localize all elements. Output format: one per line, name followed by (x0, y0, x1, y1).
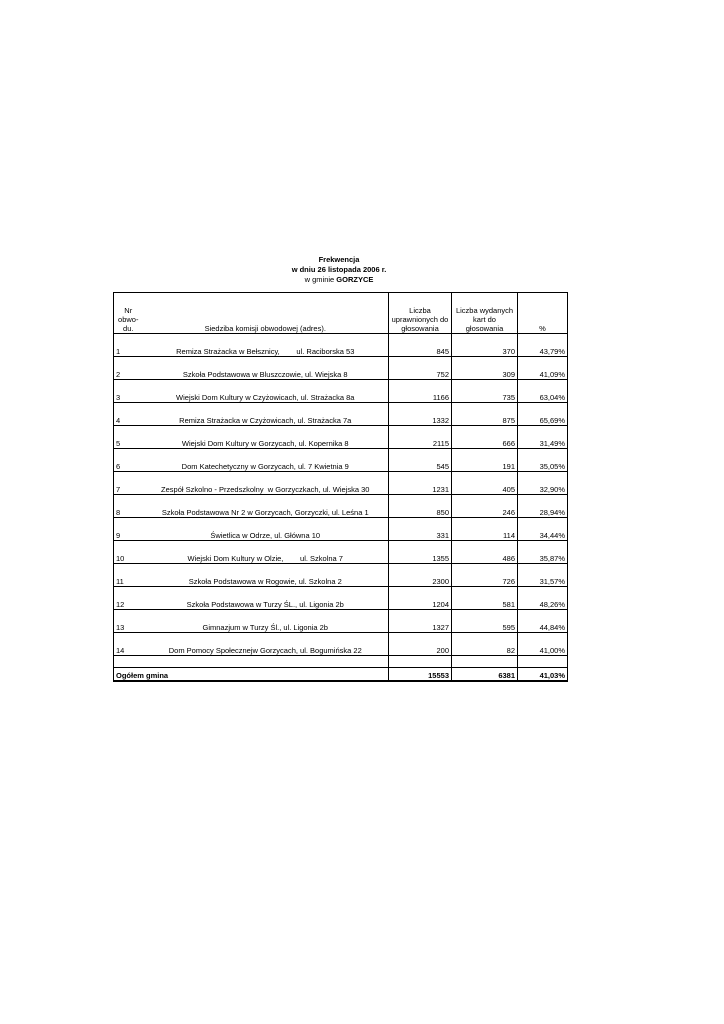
total-issued: 6381 (452, 668, 518, 682)
row-issued: 735 (452, 380, 518, 403)
row-eligible: 845 (389, 334, 452, 357)
row-percent: 35,05% (518, 449, 568, 472)
row-percent: 44,84% (518, 610, 568, 633)
row-number: 13 (114, 610, 143, 633)
table-row (114, 633, 568, 656)
total-label: Ogółem gmina (114, 668, 389, 682)
table-row (114, 357, 568, 380)
row-address: Szkoła Podstawowa w Bluszczowie, ul. Wiejska 8 (143, 357, 389, 380)
total-eligible: 15553 (389, 668, 452, 682)
row-number: 2 (114, 357, 143, 380)
row-address: Zespół Szkolno - Przedszkolny w Gorzyczkach, ul. Wiejska 30 (143, 472, 389, 495)
spacer-cell (452, 656, 518, 668)
row-number: 7 (114, 472, 143, 495)
row-percent: 34,44% (518, 518, 568, 541)
table-row (114, 587, 568, 610)
row-number: 8 (114, 495, 143, 518)
row-percent: 32,90% (518, 472, 568, 495)
title-line-3-prefix: w gminie (304, 275, 337, 284)
spacer-row (114, 656, 568, 668)
row-issued: 191 (452, 449, 518, 472)
row-eligible: 1231 (389, 472, 452, 495)
row-address: Remiza Strażacka w Bełsznicy, ul. Raciborska 53 (143, 334, 389, 357)
row-percent: 28,94% (518, 495, 568, 518)
table-row (114, 495, 568, 518)
row-eligible: 752 (389, 357, 452, 380)
row-issued: 875 (452, 403, 518, 426)
row-address: Wiejski Dom Kultury w Czyżowicach, ul. Strażacka 8a (143, 380, 389, 403)
row-issued: 370 (452, 334, 518, 357)
row-address: Dom Katechetyczny w Gorzycach, ul. 7 Kwietnia 9 (143, 449, 389, 472)
row-address: Wiejski Dom Kultury w Olzie, ul. Szkolna 7 (143, 541, 389, 564)
document-title (229, 255, 449, 285)
total-row (114, 668, 568, 682)
title-line-1: Frekwencja (318, 255, 360, 264)
header-address: Siedziba komisji obwodowej (adres). (143, 293, 389, 334)
table-row (114, 380, 568, 403)
row-eligible: 1355 (389, 541, 452, 564)
row-percent: 41,09% (518, 357, 568, 380)
row-issued: 595 (452, 610, 518, 633)
row-issued: 405 (452, 472, 518, 495)
row-address: Szkoła Podstawowa Nr 2 w Gorzycach, Gorzyczki, ul. Leśna 1 (143, 495, 389, 518)
row-issued: 82 (452, 633, 518, 656)
row-eligible: 545 (389, 449, 452, 472)
row-eligible: 1332 (389, 403, 452, 426)
row-eligible: 1166 (389, 380, 452, 403)
table-header-row (114, 293, 568, 334)
row-number: 5 (114, 426, 143, 449)
row-eligible: 331 (389, 518, 452, 541)
row-percent: 65,69% (518, 403, 568, 426)
row-percent: 31,57% (518, 564, 568, 587)
header-eligible: Liczba uprawnionych do głosowania (389, 293, 452, 334)
row-percent: 31,49% (518, 426, 568, 449)
table-row (114, 518, 568, 541)
row-issued: 309 (452, 357, 518, 380)
row-number: 4 (114, 403, 143, 426)
table-row (114, 334, 568, 357)
row-percent: 35,87% (518, 541, 568, 564)
header-issued: Liczba wydanych kart do głosowania (452, 293, 518, 334)
table-row (114, 610, 568, 633)
table-row (114, 449, 568, 472)
row-percent: 43,79% (518, 334, 568, 357)
municipality-name: GORZYCE (336, 275, 374, 284)
table-row (114, 403, 568, 426)
header-percent: % (518, 293, 568, 334)
title-line-2: w dniu 26 listopada 2006 r. (291, 265, 387, 274)
row-number: 6 (114, 449, 143, 472)
row-number: 14 (114, 633, 143, 656)
spacer-cell (114, 656, 389, 668)
row-issued: 666 (452, 426, 518, 449)
row-number: 11 (114, 564, 143, 587)
row-address: Dom Pomocy Społecznejw Gorzycach, ul. Bogumińska 22 (143, 633, 389, 656)
row-address: Szkoła Podstawowa w Turzy ŚL., ul. Ligonia 2b (143, 587, 389, 610)
row-address: Remiza Strażacka w Czyżowicach, ul. Strażacka 7a (143, 403, 389, 426)
table-body (114, 334, 568, 656)
row-issued: 726 (452, 564, 518, 587)
spacer-cell (518, 656, 568, 668)
row-address: Świetlica w Odrze, ul. Główna 10 (143, 518, 389, 541)
row-eligible: 1327 (389, 610, 452, 633)
row-address: Szkoła Podstawowa w Rogowie, ul. Szkolna 2 (143, 564, 389, 587)
row-eligible: 2115 (389, 426, 452, 449)
row-issued: 114 (452, 518, 518, 541)
row-percent: 41,00% (518, 633, 568, 656)
row-percent: 48,26% (518, 587, 568, 610)
row-address: Wiejski Dom Kultury w Gorzycach, ul. Kopernika 8 (143, 426, 389, 449)
row-number: 12 (114, 587, 143, 610)
row-eligible: 1204 (389, 587, 452, 610)
row-issued: 486 (452, 541, 518, 564)
header-nr: Nr obwo-du. (114, 293, 143, 334)
table-row (114, 564, 568, 587)
row-issued: 581 (452, 587, 518, 610)
spacer-cell (389, 656, 452, 668)
row-eligible: 200 (389, 633, 452, 656)
row-eligible: 850 (389, 495, 452, 518)
turnout-table (113, 292, 568, 682)
table-row (114, 472, 568, 495)
row-address: Gimnazjum w Turzy Śl., ul. Ligonia 2b (143, 610, 389, 633)
row-number: 10 (114, 541, 143, 564)
table-row (114, 541, 568, 564)
row-issued: 246 (452, 495, 518, 518)
row-percent: 63,04% (518, 380, 568, 403)
total-percent: 41,03% (518, 668, 568, 682)
row-number: 3 (114, 380, 143, 403)
row-number: 9 (114, 518, 143, 541)
row-number: 1 (114, 334, 143, 357)
row-eligible: 2300 (389, 564, 452, 587)
table-row (114, 426, 568, 449)
title-line-3 (229, 275, 449, 285)
